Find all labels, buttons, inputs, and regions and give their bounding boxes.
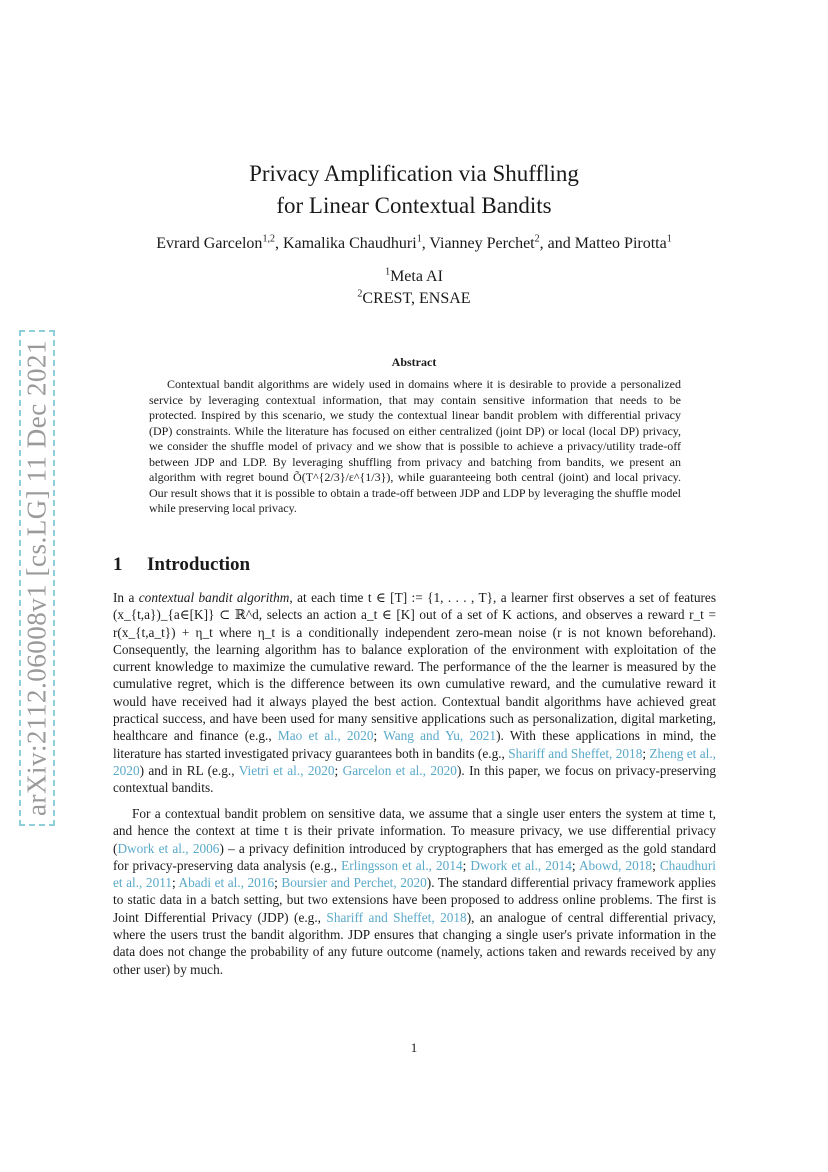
citation-link[interactable]: Shariff and Sheffet, 2018 (508, 745, 643, 761)
citation-link[interactable]: Erlingsson et al., 2014 (341, 857, 463, 873)
affiliation (0, 288, 828, 310)
affiliation-mark: 1 (385, 266, 391, 278)
body-text: ; (652, 857, 660, 873)
citation-link[interactable]: Dwork et al., 2014 (470, 857, 572, 873)
citation-link[interactable]: Garcelon et al., 2020 (342, 762, 457, 778)
author-affiliation-mark: 1 (416, 233, 422, 245)
body-text: ) and in RL (e.g., (139, 762, 239, 778)
body-text: ; (274, 875, 282, 891)
section-number: 1 (113, 554, 123, 575)
abstract-body: Contextual bandit algorithms are widely used in domains where it is desirable to provide a personalized service by leveraging contextual information, that may contain sensitive information that needs to be protected. Inspired by this scenario, we study the contextual linear bandit problem with differential privacy (DP) constraints. While the literature has focused on either centralized (joint DP) or local (local DP) privacy, we consider the shuffle model of privacy and we show that is possible to achieve a privacy/utility trade-off between JDP and LDP. By leveraging shuffling from privacy and batching from bandits, we present an algorithm with regret bound Õ(T^{2/3}/ε^{1/3}), while guaranteeing both central (joint) and local privacy. Our result shows that it is possible to obtain a trade-off between JDP and LDP by leveraging the shuffle model while preserving local privacy. (149, 377, 681, 515)
author-affiliation-mark: 2 (534, 233, 540, 245)
body-text: ). The standard differential privacy framework applies to static data in a batch setting, but two extensions have been proposed to address online problems. The first is Joint Differential Privacy (JDP) (e.g., (113, 875, 716, 925)
body-text: ; (172, 875, 179, 891)
body-text: ; (334, 762, 343, 778)
affiliation-name: Meta AI (390, 268, 443, 285)
arxiv-identifier: arXiv:2112.06008v1 [cs.LG] 11 Dec 2021 (21, 340, 52, 816)
citation-link[interactable]: Abadi et al., 2016 (178, 875, 275, 891)
citation-link[interactable]: Wang and Yu, 2021 (383, 728, 497, 744)
intro-paragraph-2 (113, 805, 716, 978)
citation-link[interactable]: Boursier and Perchet, 2020 (281, 875, 427, 891)
author-name: Evrard Garcelon (156, 235, 263, 252)
abstract-heading: Abstract (391, 355, 437, 369)
author-separator: , (421, 235, 430, 252)
section-title: Introduction (147, 554, 251, 575)
affiliation-mark: 2 (357, 288, 363, 300)
citation-link[interactable]: Zheng et al., 2020 (113, 745, 716, 778)
title-line-2: for Linear Contextual Bandits (276, 193, 552, 218)
citation-link[interactable]: Vietri et al., 2020 (238, 762, 335, 778)
body-text: ). In this paper, we focus on privacy-preserving contextual bandits. (113, 762, 717, 796)
body-text: ; (571, 857, 579, 873)
author-name: Vianney Perchet (429, 235, 535, 252)
body-text: In a (113, 590, 139, 605)
author-list (0, 233, 828, 255)
citation-link[interactable]: Shariff and Sheffet, 2018 (326, 909, 467, 925)
author-name: Matteo Pirotta (574, 235, 667, 252)
author-separator: , (274, 235, 283, 252)
body-text: ), an analogue of central differential privacy, where the users trust the bandit algorithm. JDP ensures that changing a single user's private information in the data does not change the probability of any future outcome (namely, actions taken and rewards received by any other user) by much. (113, 909, 716, 977)
citation-link[interactable]: Chaudhuri et al., 2011 (113, 857, 716, 891)
intro-paragraph-1 (113, 589, 716, 797)
citation-link[interactable]: Dwork et al., 2006 (117, 840, 220, 856)
body-text: , at each time t ∈ [T] := {1, . . . , T}, a learner first observes a set of features (x_{t,a})_{a∈[K]} ⊂ ℝ^d, selects an action a_t ∈ [K] out of a set of K actions, and observes a reward r_t = r(x_{t,a_t}) + η_t where η_t is a conditionally independent zero-mean noise (r is not known beforehand). Consequently, the learning algorithm has to balance exploration of the environment with exploitation of the current knowledge to maximize the cumulative reward. The performance of the the learner is measured by the cumulative regret, which is the difference between its own cumulative reward, and the cumulative reward it would have received had it always played the best action. Contextual bandit algorithms have achieved great practical success, and have been used for many sensitive applications such as personalization, digital marketing, healthcare and finance (e.g., (113, 590, 716, 744)
body-text: ; (642, 745, 650, 761)
section-heading (113, 554, 250, 576)
paper-title (0, 158, 828, 222)
emphasized-term: contextual bandit algorithm (138, 590, 290, 605)
author-separator: , and (539, 235, 575, 252)
affiliation (0, 266, 828, 288)
body-text: For a contextual bandit problem on sensitive data, we assume that a single user enters the system at time t, and hence the context at time t is their private information. To measure privacy, we use differential privacy ( (113, 806, 716, 856)
author-affiliation-mark: 1 (666, 233, 672, 245)
body-text: ). With these applications in mind, the literature has started investigated privacy guarantees both in bandits (e.g., (113, 728, 716, 761)
arxiv-stamp (19, 330, 55, 826)
title-line-1: Privacy Amplification via Shuffling (249, 161, 579, 186)
body-text: ; (373, 728, 384, 744)
body-text: ; (462, 857, 471, 873)
citation-link[interactable]: Abowd, 2018 (578, 857, 653, 873)
citation-link[interactable]: Mao et al., 2020 (277, 728, 374, 744)
affiliation-name: CREST, ENSAE (362, 290, 471, 307)
body-text: ) – a privacy definition introduced by cryptographers that has emerged as the gold standard for privacy-preserving data analysis (e.g., (113, 840, 717, 873)
page-number: 1 (410, 1040, 418, 1055)
author-affiliation-mark: 1,2 (262, 233, 275, 245)
author-name: Kamalika Chaudhuri (282, 235, 417, 252)
